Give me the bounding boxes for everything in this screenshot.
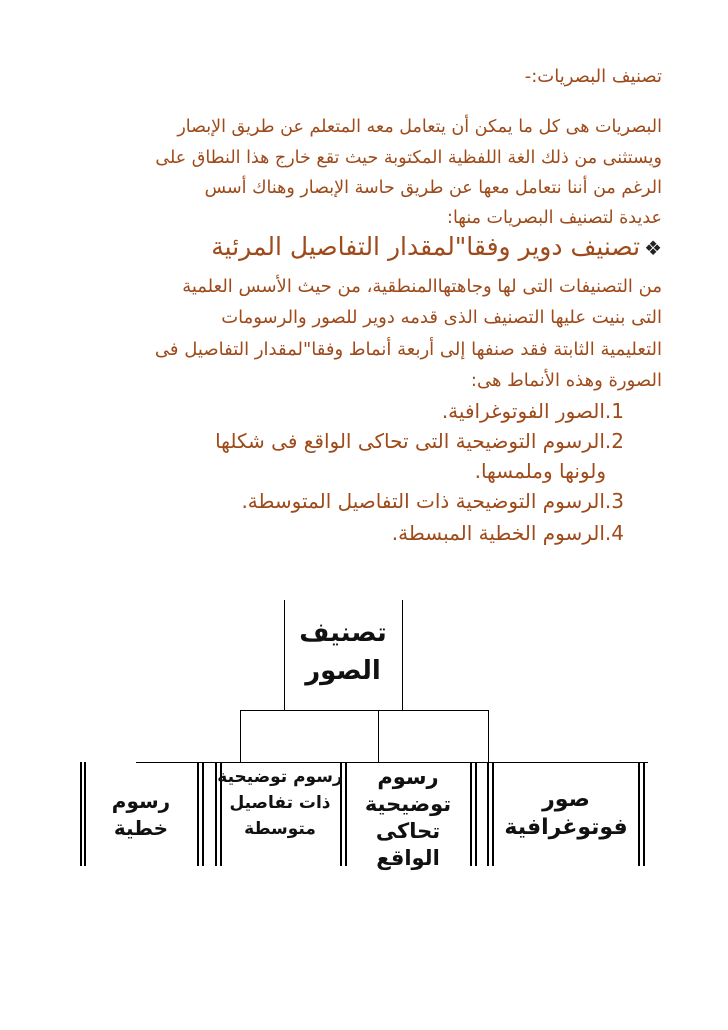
cat2-line-1: رسوم [377,765,439,789]
divider-5a [470,762,472,866]
connector-upper-bar [240,710,488,711]
cat3-line-2: ذات تفاصيل [229,793,331,813]
connector-drop-right [488,710,489,763]
list-item-2: 2.الرسوم التوضيحية التى تحاكى الواقع فى شكلها [215,429,624,453]
category-line-drawings [86,788,196,842]
list-item-3: 3.الرسوم التوضيحية ذات التفاصيل المتوسطة. [241,489,624,513]
diamond-bullet-icon: ❖ [644,236,662,260]
list-item-4: 4.الرسوم الخطية المبسطة. [391,521,624,545]
divider-5b [475,762,477,866]
cat2-line-3: تحاكى الواقع [375,819,441,870]
cat4-line-2: خطية [113,816,169,840]
cat3-line-3: متوسطة [244,819,316,839]
cat2-line-2: توضيحية [364,792,452,816]
intro-line-3: الرغم من أننا نتعامل معها عن طريق حاسة الإبصار وهناك أسس [204,178,662,198]
desc-line-1: من التصنيفات التى لها وجاهتهاالمنطقية، من حيث الأسس العلمية [182,276,662,297]
divider-7b [643,762,645,866]
intro-line-2: ويستثنى من ذلك الغة اللفظية المكتوبة حيث تقع خارج هذا النطاق على [155,148,662,168]
list-item-1: 1.الصور الفوتوغرافية. [441,399,624,423]
subheading [211,228,662,267]
connector-drop-mid [378,710,379,763]
root-line-2: الصور [305,656,381,686]
desc-line-4: الصورة وهذه الأنماط هى: [470,370,662,391]
subheading-text: تصنيف دوير وفقا"لمقدار التفاصيل المرئية [211,232,641,261]
root-box-left-line [284,600,285,710]
desc-line-3: التعليمية الثابتة فقد صنفها إلى أربعة أنماط وفقا"لمقدار التفاصيل فى [154,339,662,360]
divider-1a [80,762,82,866]
cat1-line-1: صور [542,787,590,812]
root-box-text [288,614,398,690]
cat1-line-2: فوتوغرافية [504,815,628,840]
root-box-right-line [402,600,403,710]
intro-line-4: عديدة لتصنيف البصريات منها: [447,208,662,228]
desc-line-2: التى بنيت عليها التصنيف الذى قدمه دوير للصور والرسومات [221,307,662,328]
cat4-line-1: رسوم [111,789,171,813]
divider-2b [202,762,204,866]
category-medium-detail-illustrations [216,764,344,842]
page-heading: تصنيف البصريات:- [524,66,662,87]
list-item-2-continued: ولونها وملمسها. [474,459,606,483]
cat3-line-1: رسوم توضيحية [217,767,343,787]
divider-2a [197,762,199,866]
category-photographs [493,786,639,842]
root-line-1: تصنيف [299,618,387,648]
divider-6a [487,762,489,866]
connector-drop-left [240,710,241,763]
category-realistic-illustrations [346,764,470,872]
intro-line-1: البصريات هى كل ما يمكن أن يتعامل معه المتعلم عن طريق الإبصار [177,117,662,137]
connector-lower-bar [136,762,648,763]
